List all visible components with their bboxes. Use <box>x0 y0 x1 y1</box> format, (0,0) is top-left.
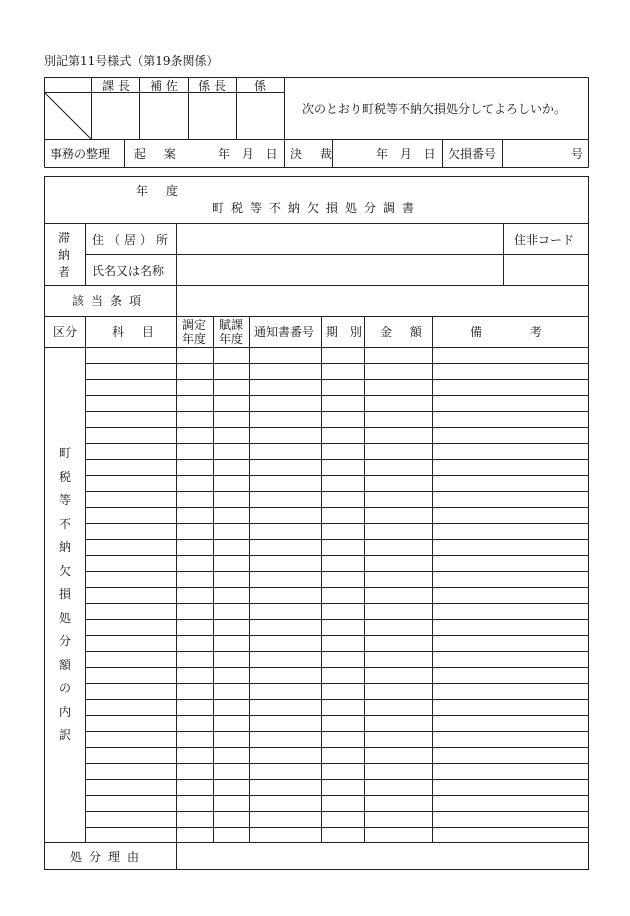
cell-levy-year[interactable] <box>214 428 249 443</box>
cell-item[interactable] <box>86 444 176 459</box>
cell-notice-no[interactable] <box>250 364 321 379</box>
side-vertical-char: 処 <box>58 611 71 625</box>
cell-remarks[interactable] <box>433 812 588 827</box>
side-vertical-char: 欠 <box>58 564 71 578</box>
cell-assess-year[interactable] <box>177 349 213 363</box>
cell-period[interactable] <box>322 732 364 747</box>
cell-amount[interactable] <box>365 812 432 827</box>
cell-item[interactable] <box>86 620 176 635</box>
cell-levy-year[interactable] <box>214 524 249 539</box>
cell-notice-no[interactable] <box>250 396 321 411</box>
cell-period[interactable] <box>322 828 364 843</box>
address-label: 住（居）所 <box>92 233 173 247</box>
cell-item[interactable] <box>86 396 176 411</box>
cell-period[interactable] <box>322 716 364 731</box>
reason-field[interactable] <box>177 843 588 869</box>
cell-assess-year[interactable] <box>177 444 213 459</box>
cell-amount[interactable] <box>365 828 432 843</box>
cell-item[interactable] <box>86 716 176 731</box>
cell-remarks[interactable] <box>433 748 588 763</box>
cell-amount[interactable] <box>365 636 432 651</box>
cell-notice-no[interactable] <box>250 588 321 603</box>
header-kakari: 係 <box>253 79 266 93</box>
cell-levy-year[interactable] <box>214 476 249 491</box>
stamp-hosa[interactable] <box>140 93 188 139</box>
cell-notice-no[interactable] <box>250 620 321 635</box>
code-label: 住非コード <box>514 233 575 247</box>
cell-amount[interactable] <box>365 652 432 667</box>
cell-remarks[interactable] <box>433 636 588 651</box>
cell-amount[interactable] <box>365 492 432 507</box>
cell-amount[interactable] <box>365 364 432 379</box>
cell-levy-year[interactable] <box>214 812 249 827</box>
cell-assess-year[interactable] <box>177 412 213 427</box>
cell-levy-year[interactable] <box>214 380 249 395</box>
side-vertical-char: 訳 <box>58 728 71 742</box>
reason-label: 処分理由 <box>70 850 147 864</box>
cell-assess-year[interactable] <box>177 684 213 699</box>
cell-amount[interactable] <box>365 716 432 731</box>
col-amount: 金 額 <box>380 325 429 339</box>
number-field[interactable] <box>503 140 565 167</box>
admin-label: 事務の整理 <box>50 147 111 161</box>
cell-amount[interactable] <box>365 380 432 395</box>
decision-label: 決 裁 <box>290 147 339 161</box>
cell-remarks[interactable] <box>433 460 588 475</box>
cell-remarks[interactable] <box>433 652 588 667</box>
cell-remarks[interactable] <box>433 572 588 587</box>
cell-remarks[interactable] <box>433 428 588 443</box>
cell-levy-year[interactable] <box>214 572 249 587</box>
cell-item[interactable] <box>86 364 176 379</box>
cell-notice-no[interactable] <box>250 556 321 571</box>
cell-item[interactable] <box>86 508 176 523</box>
address-field[interactable] <box>177 224 503 254</box>
cell-remarks[interactable] <box>433 604 588 619</box>
cell-levy-year[interactable] <box>214 668 249 683</box>
cell-remarks[interactable] <box>433 412 588 427</box>
cell-notice-no[interactable] <box>250 748 321 763</box>
cell-assess-year[interactable] <box>177 620 213 635</box>
cell-period[interactable] <box>322 588 364 603</box>
cell-item[interactable] <box>86 460 176 475</box>
cell-assess-year[interactable] <box>177 780 213 795</box>
cell-item[interactable] <box>86 380 176 395</box>
cell-period[interactable] <box>322 428 364 443</box>
cell-amount[interactable] <box>365 684 432 699</box>
cell-amount[interactable] <box>365 796 432 811</box>
cell-amount[interactable] <box>365 524 432 539</box>
side-vertical-char: 額 <box>58 658 71 672</box>
cell-amount[interactable] <box>365 764 432 779</box>
cell-remarks[interactable] <box>433 732 588 747</box>
cell-period[interactable] <box>322 412 364 427</box>
cell-notice-no[interactable] <box>250 508 321 523</box>
cell-levy-year[interactable] <box>214 748 249 763</box>
approval-message: 次のとおり町税等不納欠損処分してよろしいか。 <box>302 102 567 116</box>
col-assess-year-2: 年度 <box>182 332 207 346</box>
header-hosa: 補 佐 <box>150 79 178 93</box>
cell-period[interactable] <box>322 508 364 523</box>
cell-notice-no[interactable] <box>250 349 321 363</box>
cell-notice-no[interactable] <box>250 636 321 651</box>
cell-amount[interactable] <box>365 444 432 459</box>
cell-levy-year[interactable] <box>214 716 249 731</box>
taxpayer-side-2: 納 <box>57 248 70 262</box>
cell-levy-year[interactable] <box>214 732 249 747</box>
cell-period[interactable] <box>322 349 364 363</box>
cell-item[interactable] <box>86 556 176 571</box>
cell-period[interactable] <box>322 652 364 667</box>
cell-remarks[interactable] <box>433 620 588 635</box>
side-vertical-char: 不 <box>58 517 71 531</box>
cell-assess-year[interactable] <box>177 396 213 411</box>
cell-item[interactable] <box>86 428 176 443</box>
cell-remarks[interactable] <box>433 444 588 459</box>
cell-item[interactable] <box>86 700 176 715</box>
cell-levy-year[interactable] <box>214 620 249 635</box>
cell-levy-year[interactable] <box>214 508 249 523</box>
cell-period[interactable] <box>322 364 364 379</box>
cell-remarks[interactable] <box>433 668 588 683</box>
cell-assess-year[interactable] <box>177 700 213 715</box>
year-label: 年 度 <box>136 184 185 198</box>
cell-notice-no[interactable] <box>250 716 321 731</box>
cell-levy-year[interactable] <box>214 540 249 555</box>
cell-period[interactable] <box>322 604 364 619</box>
stamp-kacho[interactable] <box>92 93 139 139</box>
cell-item[interactable] <box>86 604 176 619</box>
cell-notice-no[interactable] <box>250 732 321 747</box>
cell-assess-year[interactable] <box>177 732 213 747</box>
cell-assess-year[interactable] <box>177 492 213 507</box>
cell-remarks[interactable] <box>433 524 588 539</box>
number-label: 欠損番号 <box>448 147 497 161</box>
side-vertical-char: 分 <box>58 634 71 648</box>
cell-remarks[interactable] <box>433 764 588 779</box>
code-field[interactable] <box>504 255 588 285</box>
cell-remarks[interactable] <box>433 780 588 795</box>
cell-period[interactable] <box>322 780 364 795</box>
cell-amount[interactable] <box>365 748 432 763</box>
number-suffix: 号 <box>571 147 584 161</box>
cell-item[interactable] <box>86 588 176 603</box>
cell-period[interactable] <box>322 460 364 475</box>
cell-amount[interactable] <box>365 460 432 475</box>
taxpayer-side-1: 滞 <box>57 231 70 245</box>
cell-amount[interactable] <box>365 780 432 795</box>
col-assess-year-1: 調定 <box>182 318 207 332</box>
side-vertical-char: の <box>58 681 71 695</box>
cell-notice-no[interactable] <box>250 524 321 539</box>
cell-period[interactable] <box>322 812 364 827</box>
taxpayer-side-3: 者 <box>57 265 70 279</box>
cell-assess-year[interactable] <box>177 380 213 395</box>
cell-period[interactable] <box>322 700 364 715</box>
col-levy-year-2: 年度 <box>219 332 244 346</box>
cell-period[interactable] <box>322 620 364 635</box>
cell-amount[interactable] <box>365 668 432 683</box>
cell-notice-no[interactable] <box>250 540 321 555</box>
cell-assess-year[interactable] <box>177 764 213 779</box>
cell-levy-year[interactable] <box>214 780 249 795</box>
cell-assess-year[interactable] <box>177 460 213 475</box>
cell-notice-no[interactable] <box>250 668 321 683</box>
cell-levy-year[interactable] <box>214 764 249 779</box>
cell-notice-no[interactable] <box>250 652 321 667</box>
cell-item[interactable] <box>86 796 176 811</box>
cell-assess-year[interactable] <box>177 716 213 731</box>
side-vertical-char: 等 <box>58 493 71 507</box>
cell-levy-year[interactable] <box>214 556 249 571</box>
cell-levy-year[interactable] <box>214 796 249 811</box>
cell-notice-no[interactable] <box>250 460 321 475</box>
cell-assess-year[interactable] <box>177 812 213 827</box>
cell-levy-year[interactable] <box>214 588 249 603</box>
cell-levy-year[interactable] <box>214 492 249 507</box>
cell-item[interactable] <box>86 652 176 667</box>
name-field[interactable] <box>177 255 503 285</box>
cell-period[interactable] <box>322 572 364 587</box>
form-label: 別記第11号様式（第19条関係） <box>44 54 219 68</box>
cell-levy-year[interactable] <box>214 349 249 363</box>
cell-remarks[interactable] <box>433 556 588 571</box>
cell-notice-no[interactable] <box>250 796 321 811</box>
cell-notice-no[interactable] <box>250 492 321 507</box>
col-remarks: 備 考 <box>470 325 542 339</box>
col-notice-no: 通知書番号 <box>254 325 315 339</box>
cell-amount[interactable] <box>365 396 432 411</box>
name-label: 氏名又は名称 <box>92 264 165 278</box>
cell-period[interactable] <box>322 476 364 491</box>
cell-item[interactable] <box>86 412 176 427</box>
side-vertical-char: 納 <box>58 540 71 554</box>
cell-assess-year[interactable] <box>177 796 213 811</box>
cell-item[interactable] <box>86 684 176 699</box>
header-kakaricho: 係 長 <box>198 79 226 93</box>
cell-remarks[interactable] <box>433 540 588 555</box>
cell-remarks[interactable] <box>433 364 588 379</box>
cell-notice-no[interactable] <box>250 476 321 491</box>
cell-notice-no[interactable] <box>250 812 321 827</box>
cell-levy-year[interactable] <box>214 396 249 411</box>
side-vertical-char: 内 <box>58 705 71 719</box>
cell-notice-no[interactable] <box>250 780 321 795</box>
cell-item[interactable] <box>86 540 176 555</box>
cell-assess-year[interactable] <box>177 588 213 603</box>
col-category: 区分 <box>53 325 78 339</box>
draft-label: 起 案 <box>134 147 183 161</box>
cell-notice-no[interactable] <box>250 444 321 459</box>
cell-period[interactable] <box>322 684 364 699</box>
cell-notice-no[interactable] <box>250 604 321 619</box>
cell-period[interactable] <box>322 492 364 507</box>
draft-date[interactable]: 年 月 日 <box>218 147 282 161</box>
col-levy-year-1: 賦課 <box>219 318 244 332</box>
cell-levy-year[interactable] <box>214 700 249 715</box>
cell-period[interactable] <box>322 444 364 459</box>
cell-period[interactable] <box>322 524 364 539</box>
cell-item[interactable] <box>86 524 176 539</box>
cell-period[interactable] <box>322 748 364 763</box>
cell-item[interactable] <box>86 572 176 587</box>
cell-assess-year[interactable] <box>177 652 213 667</box>
cell-remarks[interactable] <box>433 476 588 491</box>
cell-assess-year[interactable] <box>177 524 213 539</box>
cell-period[interactable] <box>322 636 364 651</box>
form-title: 町税等不納欠損処分調書 <box>212 201 422 215</box>
side-vertical-char: 税 <box>58 470 71 484</box>
cell-assess-year[interactable] <box>177 428 213 443</box>
cell-amount[interactable] <box>365 349 432 363</box>
cell-notice-no[interactable] <box>250 828 321 843</box>
cell-amount[interactable] <box>365 540 432 555</box>
cell-notice-no[interactable] <box>250 764 321 779</box>
cell-notice-no[interactable] <box>250 428 321 443</box>
cell-amount[interactable] <box>365 476 432 491</box>
cell-item[interactable] <box>86 812 176 827</box>
cell-assess-year[interactable] <box>177 540 213 555</box>
cell-levy-year[interactable] <box>214 636 249 651</box>
decision-date[interactable]: 年 月 日 <box>376 147 440 161</box>
cell-notice-no[interactable] <box>250 412 321 427</box>
cell-assess-year[interactable] <box>177 636 213 651</box>
stamp-kakaricho[interactable] <box>189 93 236 139</box>
cell-levy-year[interactable] <box>214 604 249 619</box>
cell-period[interactable] <box>322 380 364 395</box>
cell-notice-no[interactable] <box>250 572 321 587</box>
cell-levy-year[interactable] <box>214 684 249 699</box>
cell-assess-year[interactable] <box>177 476 213 491</box>
cell-item[interactable] <box>86 780 176 795</box>
side-vertical-char: 町 <box>58 446 71 460</box>
cell-period[interactable] <box>322 396 364 411</box>
col-period: 期 別 <box>326 325 366 339</box>
clause-label: 該当条項 <box>72 294 149 308</box>
cell-assess-year[interactable] <box>177 364 213 379</box>
cell-assess-year[interactable] <box>177 748 213 763</box>
clause-field[interactable] <box>177 286 588 316</box>
cell-levy-year[interactable] <box>214 828 249 843</box>
header-kacho: 課 長 <box>102 79 130 93</box>
side-vertical-char: 損 <box>58 587 71 601</box>
cell-assess-year[interactable] <box>177 668 213 683</box>
cell-notice-no[interactable] <box>250 380 321 395</box>
cell-item[interactable] <box>86 349 176 363</box>
cell-period[interactable] <box>322 764 364 779</box>
cell-item[interactable] <box>86 476 176 491</box>
cell-remarks[interactable] <box>433 508 588 523</box>
cell-amount[interactable] <box>365 572 432 587</box>
cell-amount[interactable] <box>365 700 432 715</box>
cell-assess-year[interactable] <box>177 572 213 587</box>
cell-levy-year[interactable] <box>214 364 249 379</box>
cell-item[interactable] <box>86 732 176 747</box>
stamp-kakari[interactable] <box>237 93 284 139</box>
cell-remarks[interactable] <box>433 700 588 715</box>
cell-item[interactable] <box>86 828 176 843</box>
cell-item[interactable] <box>86 492 176 507</box>
cell-remarks[interactable] <box>433 796 588 811</box>
cell-assess-year[interactable] <box>177 508 213 523</box>
cell-amount[interactable] <box>365 508 432 523</box>
cell-amount[interactable] <box>365 588 432 603</box>
cell-item[interactable] <box>86 636 176 651</box>
cell-remarks[interactable] <box>433 716 588 731</box>
cell-notice-no[interactable] <box>250 684 321 699</box>
cell-remarks[interactable] <box>433 380 588 395</box>
cell-period[interactable] <box>322 668 364 683</box>
cell-period[interactable] <box>322 540 364 555</box>
cell-assess-year[interactable] <box>177 828 213 843</box>
cell-remarks[interactable] <box>433 588 588 603</box>
cell-levy-year[interactable] <box>214 444 249 459</box>
cell-remarks[interactable] <box>433 684 588 699</box>
cell-remarks[interactable] <box>433 828 588 843</box>
cell-item[interactable] <box>86 668 176 683</box>
cell-remarks[interactable] <box>433 396 588 411</box>
cell-levy-year[interactable] <box>214 652 249 667</box>
cell-period[interactable] <box>322 796 364 811</box>
cell-amount[interactable] <box>365 556 432 571</box>
cell-assess-year[interactable] <box>177 556 213 571</box>
cell-item[interactable] <box>86 764 176 779</box>
cell-remarks[interactable] <box>433 349 588 363</box>
cell-amount[interactable] <box>365 412 432 427</box>
cell-amount[interactable] <box>365 604 432 619</box>
cell-amount[interactable] <box>365 428 432 443</box>
cell-levy-year[interactable] <box>214 412 249 427</box>
cell-levy-year[interactable] <box>214 460 249 475</box>
cell-remarks[interactable] <box>433 492 588 507</box>
col-item: 科 目 <box>112 325 161 339</box>
cell-amount[interactable] <box>365 732 432 747</box>
cell-amount[interactable] <box>365 620 432 635</box>
cell-assess-year[interactable] <box>177 604 213 619</box>
cell-notice-no[interactable] <box>250 700 321 715</box>
cell-item[interactable] <box>86 748 176 763</box>
cell-period[interactable] <box>322 556 364 571</box>
